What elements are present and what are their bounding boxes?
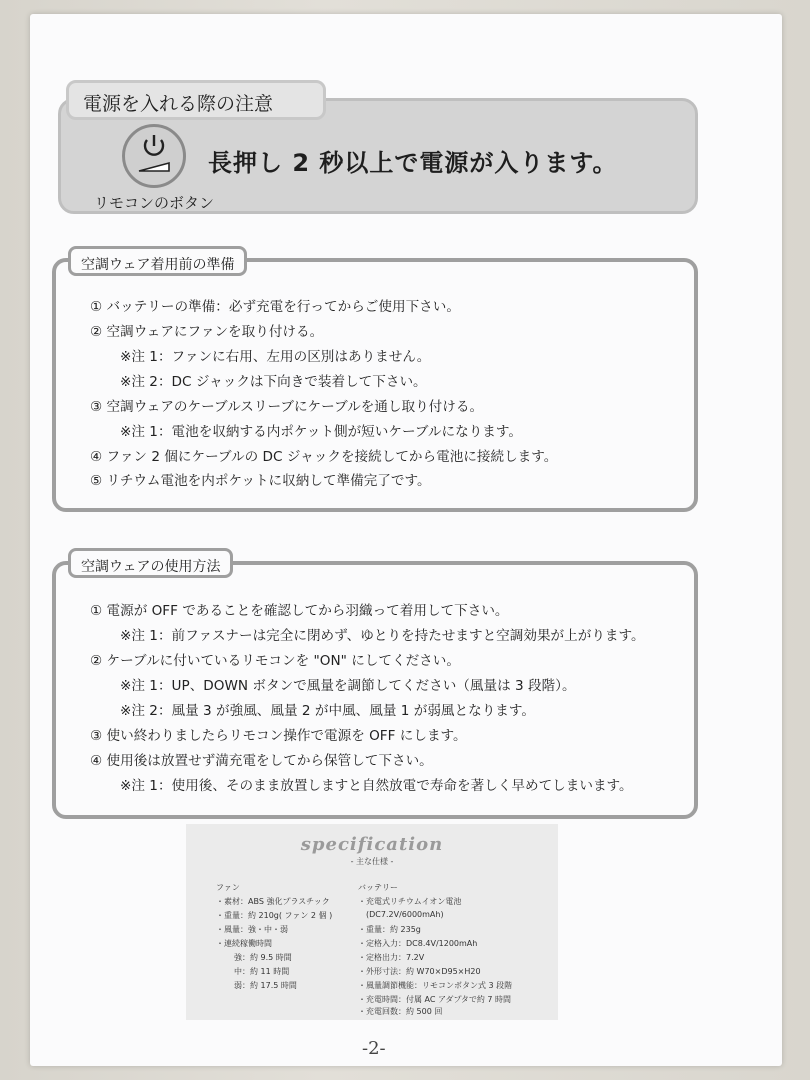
usage-line: ② ケーブルに付いているリモコンを "ON" にしてください。	[90, 653, 460, 669]
remote-button-label: リモコンのボタン	[94, 194, 215, 212]
spec-fan-item: 中：約 11 時間	[234, 967, 290, 976]
prep-line: ④ ファン 2 個にケーブルの DC ジャックを接続してから電池に接続します。	[90, 449, 558, 465]
preparation-title: 空調ウェア着用前の準備	[81, 257, 235, 273]
usage-line: ④ 使用後は放置せず満充電をしてから保管して下さい。	[90, 753, 433, 769]
usage-tab	[68, 548, 233, 578]
power-caution-title: 電源を入れる際の注意	[83, 93, 274, 115]
power-caution-message: 長押し 2 秒以上で電源が入ります。	[208, 149, 618, 177]
spec-fan-item: ・連続稼働時間	[216, 939, 272, 948]
usage-line: ③ 使い終わりましたらリモコン操作で電源を OFF にします。	[90, 728, 467, 744]
spec-battery-item: ・定格入力：DC8.4V/1200mAh	[358, 939, 478, 948]
spec-fan-item: 弱：約 17.5 時間	[234, 981, 297, 990]
spec-fan-item: ・重量：約 210g( ファン 2 個 )	[216, 911, 333, 920]
spec-battery-item: (DC7.2V/6000mAh)	[366, 910, 444, 919]
usage-note: ※注 1：UP、DOWN ボタンで風量を調節してください（風量は 3 段階）。	[120, 678, 576, 694]
prep-line: ② 空調ウェアにファンを取り付ける。	[90, 324, 324, 340]
page-number: -2-	[362, 1038, 386, 1059]
preparation-tab	[68, 246, 247, 276]
power-caution-tab	[66, 80, 326, 120]
prep-line: ③ 空調ウェアのケーブルスリーブにケーブルを通し取り付ける。	[90, 399, 484, 415]
spec-battery-item: ・外形寸法：約 W70×D95×H20	[358, 967, 481, 976]
spec-fan-item: ・風量：強・中・弱	[216, 925, 288, 934]
specification-title: specification	[300, 834, 444, 855]
specification-subtitle: - 主な仕様 -	[350, 857, 394, 866]
spec-fan-heading: ファン	[216, 883, 240, 892]
spec-battery-item: ・充電式リチウムイオン電池	[358, 897, 462, 906]
usage-note: ※注 1：使用後、そのまま放置しますと自然放電で寿命を著しく早めてしまいます。	[120, 778, 633, 794]
specification-panel	[186, 824, 558, 1020]
usage-title: 空調ウェアの使用方法	[81, 559, 221, 575]
spec-battery-item: ・充電回数：約 500 回	[358, 1007, 443, 1016]
spec-fan-item: ・素材：ABS 強化プラスチック	[216, 897, 330, 906]
spec-battery-item: ・充電時間：付属 AC アダプタで約 7 時間	[358, 995, 512, 1004]
prep-note: ※注 2：DC ジャックは下向きで装着して下さい。	[120, 374, 427, 390]
usage-line: ① 電源が OFF であることを確認してから羽織って着用して下さい。	[90, 603, 509, 619]
prep-note: ※注 1：電池を収納する内ポケット側が短いケーブルになります。	[120, 424, 522, 440]
prep-line: ⑤ リチウム電池を内ポケットに収納して準備完了です。	[90, 473, 431, 489]
spec-battery-heading: バッテリー	[358, 883, 398, 892]
usage-note: ※注 1：前ファスナーは完全に閉めず、ゆとりを持たせますと空調効果が上がります。	[120, 628, 645, 644]
prep-note: ※注 1：ファンに右用、左用の区別はありません。	[120, 349, 431, 365]
spec-battery-item: ・重量：約 235g	[358, 925, 421, 934]
spec-battery-item: ・定格出力：7.2V	[358, 953, 425, 962]
spec-fan-item: 強：約 9.5 時間	[234, 953, 292, 962]
power-button-icon	[122, 124, 186, 188]
prep-line: ① バッテリーの準備：必ず充電を行ってからご使用下さい。	[90, 299, 460, 315]
spec-battery-item: ・風量調節機能：リモコンボタン式 3 段階	[358, 981, 513, 990]
usage-note: ※注 2：風量 3 が強風、風量 2 が中風、風量 1 が弱風となります。	[120, 703, 535, 719]
